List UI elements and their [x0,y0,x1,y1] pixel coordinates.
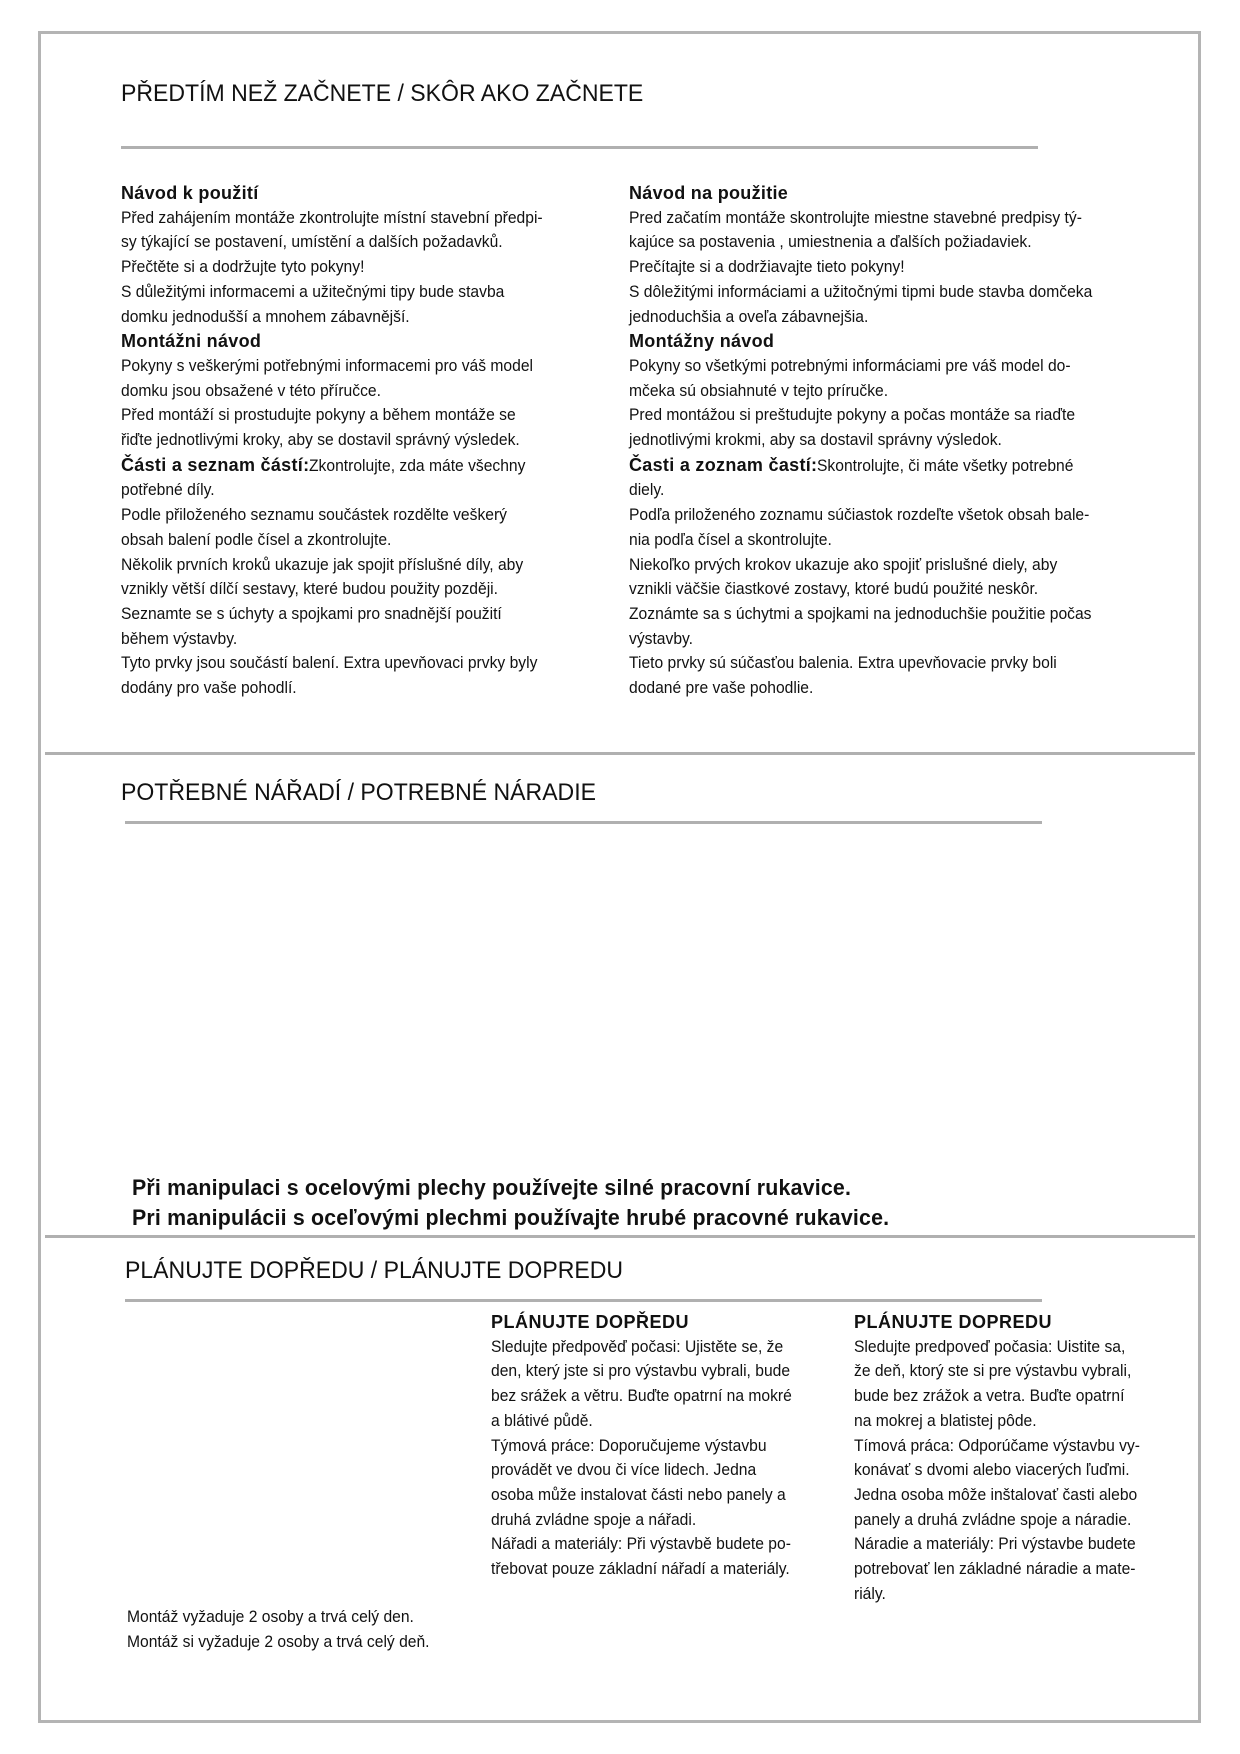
text-line: jednoduchšia a oveľa zábavnejšia. [629,306,869,326]
text-line: Prečítajte si a dodržiavajte tieto pokyny! [629,257,905,277]
text-line: Sledujte předpověď počasi: Ujistěte se, že [491,1336,784,1356]
subheading-parts: Časti a zoznam častí: [629,454,818,475]
parts-line [121,453,579,479]
text-line: vznikli väčšie čiastkové zostavy, ktoré budú použité neskôr. [629,579,1039,599]
text-line: během výstavby. [121,628,238,648]
text-line: obsah balení podle čísel a zkontrolujte. [121,529,392,549]
text-line: konávať s dvomi alebo viacerých ľuďmi. [854,1460,1130,1480]
text-line: Podľa priloženého zoznamu súčiastok rozdeľte všetok obsah bale- [629,505,1090,525]
parts-line [629,453,1133,479]
text-line: Skontrolujte, či máte všetky potrebné [817,455,1074,475]
subheading-usage: Návod k použití [121,183,259,203]
text-line: Zoznámte sa s úchytmi a spojkami na jednoduchšie použitie počas [629,603,1092,623]
section-title-plan: PLÁNUJTE DOPŘEDU / PLÁNUJTE DOPREDU [125,1257,624,1284]
before-start-column-sk [629,181,1133,701]
text-line: sy týkající se postavení, umístění a dalších požadavků. [121,232,503,252]
text-line: dodané pre vaše pohodlie. [629,678,814,698]
text-line: Tímová práca: Odporúčame výstavbu vy- [854,1435,1140,1455]
tools-illustration-area [120,835,1110,1155]
text-line: bude bez zrážok a vetra. Buďte opatrní [854,1386,1125,1406]
text-line: Seznamte se s úchyty a spojkami pro snadnější použití [121,603,502,623]
section-title-before-start: PŘEDTÍM NEŽ ZAČNETE / SKÔR AKO ZAČNETE [121,80,644,107]
footnote-sk: Montáž si vyžaduje 2 osoby a trvá celý deň. [127,1632,430,1651]
text-line: Podle přiloženého seznamu součástek rozdělte veškerý [121,505,508,525]
plan-subheading: PLÁNUJTE DOPREDU [854,1312,1053,1332]
text-line: jednotlivými krokmi, aby sa dostavil správny výsledok. [629,430,1002,450]
text-line: Pred montážou si preštudujte pokyny a počas montáže sa riaďte [629,405,1076,425]
text-line: potřebné díly. [121,480,215,500]
text-line: mčeka sú obsiahnuté v tejto príručke. [629,380,889,400]
text-line: výstavby. [629,628,694,648]
text-line: Před zahájením montáže zkontrolujte místní stavební předpi- [121,207,543,227]
subheading-assembly: Montážny návod [629,331,775,352]
text-line: Sledujte predpoveď počasia: Uistite sa, [854,1336,1126,1356]
section-title-tools: POTŘEBNÉ NÁŘADÍ / POTREBNÉ NÁRADIE [121,779,596,806]
text-line: Tieto prvky sú súčasťou balenia. Extra upevňovacie prvky boli [629,653,1057,673]
assembly-requirements-note [127,1604,456,1654]
text-line: druhá zvládne spoje a nářadi. [491,1509,697,1529]
text-line: Nářadi a materiály: Při výstavbě budete po- [491,1534,791,1554]
gloves-warning [132,1173,913,1233]
text-line: nia podľa čísel a skontrolujte. [629,529,832,549]
text-line: provádět ve dvou či více lidech. Jedna [491,1460,757,1480]
text-line: den, který jste si pro výstavbu vybrali, bude [491,1361,791,1381]
section-rule [121,146,1038,149]
text-line: třebovat pouze základní nářadí a materiály. [491,1559,790,1579]
plan-subheading: PLÁNUJTE DOPŘEDU [491,1312,690,1332]
text-line: domku jednodušší a mnohem zábavnější. [121,306,410,326]
footnote-cz: Montáž vyžaduje 2 osoby a trvá celý den. [127,1607,414,1626]
text-line: na mokrej a blatistej pôde. [854,1410,1037,1430]
text-line: diely. [629,480,665,500]
subheading-parts: Části a seznam částí: [121,454,310,475]
text-line: vznikly větší dílčí sestavy, které budou použity později. [121,579,498,599]
text-line: potrebovať len základné náradie a mate- [854,1559,1136,1579]
text-line: S důležitými informacemi a užitečnými tipy bude stavba [121,281,505,301]
text-line: Před montáží si prostudujte pokyny a během montáže se [121,405,516,425]
text-line: Jedna osoba môže inštalovať časti alebo [854,1484,1138,1504]
section-divider [45,1235,1195,1238]
text-line: Týmová práce: Doporučujeme výstavbu [491,1435,767,1455]
text-line: domku jsou obsažené v této příručce. [121,380,381,400]
before-start-column-cz [121,181,579,701]
text-line: Pred začatím montáže skontrolujte miestne stavebné predpisy tý- [629,207,1082,227]
text-line: Pokyny s veškerými potřebnými informacemi pro váš model [121,355,534,375]
plan-column-sk [854,1310,1165,1606]
subheading-usage: Návod na použitie [629,183,789,203]
text-line: Náradie a materiály: Pri výstavbe budete [854,1534,1136,1554]
text-line: a blátivé půdě. [491,1410,593,1430]
text-line: Pokyny so všetkými potrebnými informáciami pre váš model do- [629,355,1071,375]
section-rule [125,821,1042,824]
plan-column-cz [491,1310,818,1582]
text-line: bez srážek a větru. Buďte opatrní na mokré [491,1386,792,1406]
text-line: panely a druhá zvládne spoje a náradie. [854,1509,1132,1529]
text-line: Niekoľko prvých krokov ukazuje ako spojiť prislušné diely, aby [629,554,1058,574]
text-line: kajúce sa postavenia , umiestnenia a ďalších požiadaviek. [629,232,1032,252]
text-line: že deň, ktorý ste si pre výstavbu vybrali, [854,1361,1132,1381]
text-line: osoba může instalovat části nebo panely a [491,1484,786,1504]
text-line: riály. [854,1583,886,1603]
text-line: S dôležitými informáciami a užitočnými tipmi bude stavba domčeka [629,281,1093,301]
text-line: Tyto prvky jsou součástí balení. Extra upevňovaci prvky byly [121,653,538,673]
text-line: Přečtěte si a dodržujte tyto pokyny! [121,257,365,277]
section-divider [45,752,1195,755]
text-line: řiďte jednotlivými kroky, aby se dostavil správný výsledek. [121,430,520,450]
text-line: Zkontrolujte, zda máte všechny [309,455,526,475]
warning-sk: Pri manipulácii s oceľovými plechmi používajte hrubé pracovné rukavice. [132,1205,890,1230]
warning-cz: Při manipulaci s ocelovými plechy používejte silné pracovní rukavice. [132,1175,852,1200]
text-line: Několik prvních kroků ukazuje jak spojit příslušné díly, aby [121,554,524,574]
subheading-assembly: Montážni návod [121,331,262,352]
text-line: dodány pro vaše pohodlí. [121,678,297,698]
section-rule [125,1299,1042,1302]
